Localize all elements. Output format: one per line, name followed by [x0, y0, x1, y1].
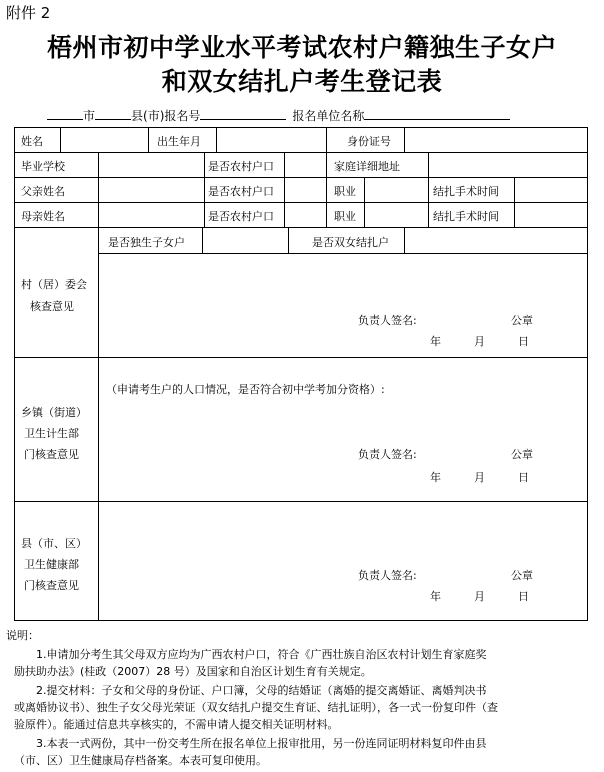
father-occupation-field[interactable] — [366, 179, 426, 201]
town-seal-label: 公章 — [511, 448, 533, 461]
only-child-label: 是否独生子女户 — [108, 236, 185, 249]
county-reg-label: 县(市)报名号 — [131, 109, 201, 123]
town-review-label-3: 门核查意见 — [24, 448, 79, 461]
mother-rural-label: 是否农村户口 — [208, 210, 274, 223]
county-review-label-3: 门核查意见 — [24, 579, 79, 592]
county-review-label-2: 卫生健康部 — [24, 558, 79, 571]
father-name-label: 父亲姓名 — [21, 185, 65, 198]
mother-name-label: 母亲姓名 — [21, 210, 65, 223]
town-year-label: 年 — [430, 471, 441, 484]
town-review-label-2: 卫生计生部 — [24, 427, 79, 440]
registration-header-line — [47, 107, 510, 124]
town-month-label: 月 — [474, 471, 485, 484]
county-blank[interactable] — [95, 107, 131, 120]
village-sign-label: 负责人签名: — [358, 314, 417, 327]
county-month-label: 月 — [474, 590, 485, 603]
id-number-field[interactable] — [406, 129, 586, 151]
reg-number-blank[interactable] — [200, 107, 286, 120]
is-rural-label: 是否农村户口 — [208, 160, 274, 173]
only-child-field[interactable] — [204, 229, 286, 252]
county-sign-label: 负责人签名: — [358, 569, 417, 582]
note-3-line-2: （市、区）卫生健康局存档备案。本表可复印使用。 — [14, 754, 267, 767]
unit-name-blank[interactable] — [364, 107, 510, 120]
county-seal-label: 公章 — [511, 569, 533, 582]
mother-ligation-label: 结扎手术时间 — [433, 210, 499, 223]
form-title-line-1: 梧州市初中学业水平考试农村户籍独生子女户 — [46, 33, 557, 62]
town-review-label-1: 乡镇（街道） — [21, 406, 87, 419]
town-sign-label: 负责人签名: — [358, 448, 417, 461]
annex-label: 附件 2 — [6, 4, 51, 22]
mother-occupation-field[interactable] — [366, 204, 426, 226]
mother-occupation-label: 职业 — [334, 210, 356, 223]
father-ligation-label: 结扎手术时间 — [433, 185, 499, 198]
birth-field[interactable] — [218, 129, 324, 151]
note-2-line-1: 2.提交材料：子女和父母的身份证、户口簿，父母的结婚证（离婚的提交离婚证、离婚判决书 — [36, 684, 487, 697]
county-review-label-1: 县（市、区） — [21, 537, 87, 550]
father-rural-label: 是否农村户口 — [208, 185, 274, 198]
village-opinion-area[interactable] — [100, 255, 586, 355]
note-3-line-1: 3.本表一式两份，其中一份交考生所在报名单位上报审批用，另一份连同证明材料复印件由县 — [36, 737, 487, 750]
city-blank[interactable] — [47, 107, 83, 120]
village-year-label: 年 — [430, 335, 441, 348]
city-suffix: 市 — [83, 109, 96, 123]
father-name-field[interactable] — [100, 179, 202, 201]
two-daughters-field[interactable] — [406, 229, 586, 252]
county-year-label: 年 — [430, 590, 441, 603]
county-opinion-area[interactable] — [100, 503, 586, 619]
village-day-label: 日 — [518, 335, 529, 348]
two-daughters-label: 是否双女结扎户 — [312, 236, 389, 249]
town-review-prompt: （申请考生户的人口情况，是否符合初中学考加分资格）: — [106, 383, 385, 396]
note-2-line-2: 或离婚协议书）、独生子女父母光荣证（双女结扎户提交生育证、结扎证明），各一式一份复印件（查 — [14, 701, 498, 714]
notes-heading: 说明： — [6, 629, 39, 642]
school-field[interactable] — [100, 154, 202, 176]
school-label: 毕业学校 — [21, 160, 65, 173]
county-day-label: 日 — [518, 590, 529, 603]
name-label: 姓名 — [21, 135, 43, 148]
father-occupation-label: 职业 — [334, 185, 356, 198]
note-1-line-1: 1.申请加分考生其父母双方应均为广西农村户口，符合《广西壮族自治区农村计划生育家庭奖 — [36, 648, 487, 661]
mother-ligation-field[interactable] — [516, 204, 586, 226]
home-address-field[interactable] — [430, 154, 586, 176]
note-2-line-3: 验原件）。能通过信息共享核实的，不需申请人提交相关证明材料。 — [14, 718, 339, 731]
form-title-line-2: 和双女结扎户考生登记表 — [161, 67, 443, 96]
unit-name-label: 报名单位名称 — [292, 109, 365, 123]
village-seal-label: 公章 — [511, 314, 533, 327]
mother-name-field[interactable] — [100, 204, 202, 226]
home-address-label: 家庭详细地址 — [334, 160, 400, 173]
father-ligation-field[interactable] — [516, 179, 586, 201]
id-number-label: 身份证号 — [347, 135, 391, 148]
note-1-line-2: 励扶助办法》(桂政（2007）28 号）及国家和自治区计划生育有关规定。 — [14, 665, 372, 678]
birth-label: 出生年月 — [157, 135, 201, 148]
village-review-label-2: 核查意见 — [30, 300, 74, 313]
name-field[interactable] — [62, 129, 146, 151]
is-rural-field[interactable] — [286, 154, 324, 176]
village-review-label-1: 村（居）委会 — [21, 278, 87, 291]
town-day-label: 日 — [518, 471, 529, 484]
village-month-label: 月 — [474, 335, 485, 348]
